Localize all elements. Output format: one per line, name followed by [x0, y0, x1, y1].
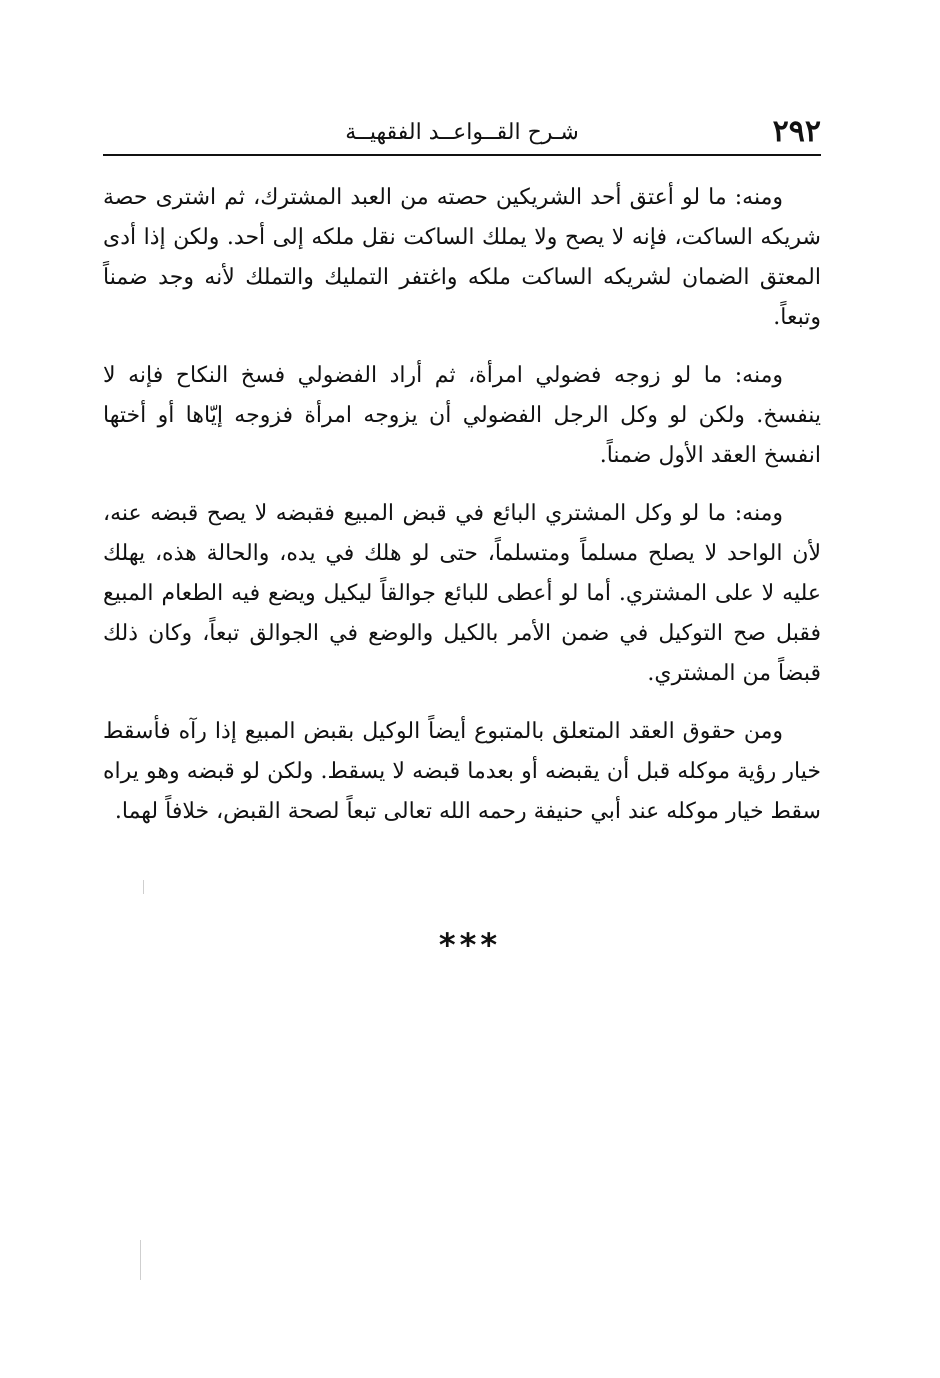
paragraph: ومنه: ما لو وكل المشتري البائع في قبض المبيع فقبضه لا يصح قبضه عنه، لأن الواحد لا يصلح مسلماً ومتسلماً، حتى لو هلك في يده، والحالة هذه، يهلك عليه لا على المشتري. أما لو أعطى للبائع جوالقاً ليكيل ويضع فيه الطعام المبيع فقبل صح التوكيل في ضمن الأمر بالكيل والوضع في الجوالق تبعاً، وكان ذلك قبضاً من المشتري.: [103, 501, 821, 686]
paragraph: ومن حقوق العقد المتعلق بالمتبوع أيضاً الوكيل بقبض المبيع إذا رآه فأسقط خيار رؤية موكله قبل أن يقبضه أو بعدما قبضه لا يسقط. ولكن لو قبضه وهو يراه سقط خيار موكله عند أبي حنيفة رحمه الله تعالى تبعاً لصحة القبض، خلافاً لهما.: [103, 719, 821, 824]
page-number: ٢٩٢: [772, 114, 821, 149]
page-header: [103, 110, 821, 156]
section-separator: ***: [438, 926, 502, 964]
running-title: شـرح القــواعــد الفقهيــة: [345, 120, 579, 145]
scan-speck: [143, 880, 144, 894]
body-text: [103, 178, 821, 850]
scan-speck: [140, 1240, 141, 1280]
paragraph: ومنه: ما لو زوجه فضولي امرأة، ثم أراد الفضولي فسخ النكاح فإنه لا ينفسخ. ولكن لو وكل الرجل الفضولي أن يزوجه امرأة فزوجه إيّاها أو أختها انفسخ العقد الأول ضمناً.: [103, 363, 821, 468]
paragraph: ومنه: ما لو أعتق أحد الشريكين حصته من العبد المشترك، ثم اشترى حصة شريكه الساكت، فإنه لا يصح ولا يملك الساكت نقل ملكه إلى أحد. ولكن إذا أدى المعتق الضمان لشريكه الساكت ملكه واغتفر التمليك والتملك لأنه وجد ضمناً وتبعاً.: [103, 185, 821, 330]
